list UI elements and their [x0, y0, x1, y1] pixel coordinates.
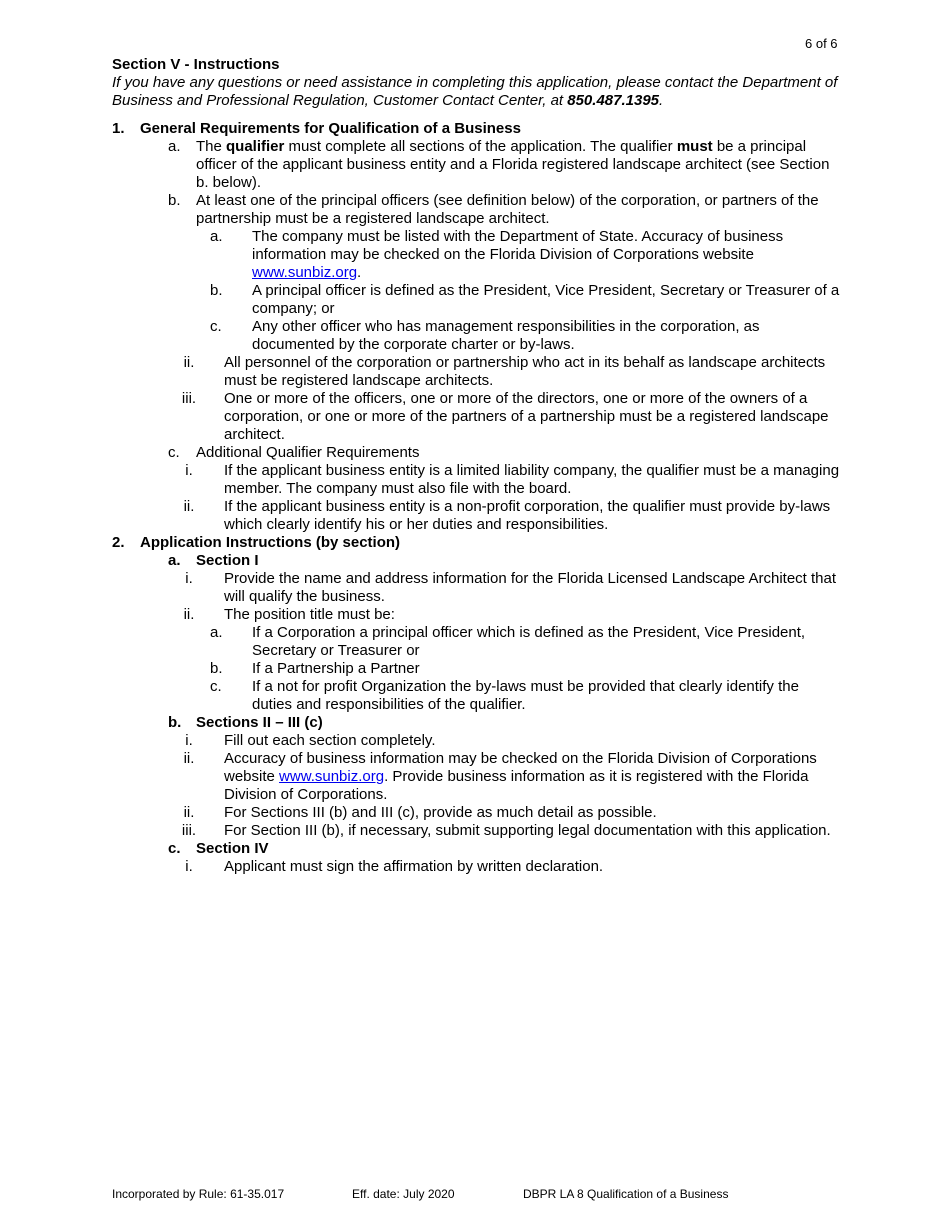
item-label: ii. — [183, 354, 195, 371]
item-text: . Provide business information as it is registered with the Florida Division of Corporations. — [224, 768, 809, 803]
item-label: a. — [168, 552, 181, 569]
item-label: ii. — [183, 804, 195, 821]
item-label: c. — [210, 678, 222, 695]
item-label: a. — [168, 138, 181, 155]
item-label: c. — [168, 840, 181, 857]
list-item — [112, 570, 842, 606]
page-number: 6 of 6 — [805, 36, 838, 51]
item-text: Accuracy of business information may be checked on the Florida Division of Corporations website — [224, 750, 817, 785]
item-label: b. — [210, 660, 223, 677]
item-label: a. — [210, 624, 223, 641]
subheading-text: Section I — [196, 552, 259, 569]
list-item — [112, 678, 842, 714]
list-item — [112, 228, 842, 282]
subheading-section-i — [112, 552, 842, 570]
section-title: Section V - Instructions — [112, 56, 280, 73]
subheading-sections-ii-iii — [112, 714, 842, 732]
list-item — [112, 318, 842, 354]
item-label: i. — [185, 570, 193, 587]
heading-text: Application Instructions (by section) — [140, 534, 401, 551]
intro-text: If you have any questions or need assistance in completing this application, please contact the Department of Business and Professional Regulation, Customer Contact Center, at — [112, 74, 838, 109]
intro-paragraph — [112, 74, 842, 110]
item-number: 1. — [112, 120, 125, 137]
list-item — [112, 606, 842, 624]
item-text: A principal officer is defined as the President, Vice President, Secretary or Treasurer of a company; or — [252, 282, 840, 317]
item-text: Applicant must sign the affirmation by written declaration. — [224, 858, 604, 875]
item-text: If a Partnership a Partner — [252, 660, 420, 677]
item-text: be a principal officer of the applicant business entity and a Florida registered landscape architect (see Section b. below). — [196, 138, 830, 191]
footer-rule: Incorporated by Rule: 61-35.017 — [112, 1187, 285, 1201]
list-item — [112, 282, 842, 318]
instructions-document — [112, 56, 842, 876]
item-text: For Sections III (b) and III (c), provide as much detail as possible. — [224, 804, 657, 821]
list-item — [112, 732, 842, 750]
subheading-text: Section IV — [196, 840, 269, 857]
item-text: One or more of the officers, one or more of the directors, one or more of the owners of a corporation, or one or more of the partners of a partnership must be a registered landscape architect. — [224, 390, 829, 443]
list-item — [112, 192, 842, 228]
item-label: i. — [185, 858, 193, 875]
subheading-section-iv — [112, 840, 842, 858]
contact-phone: 850.487.1395 — [567, 92, 660, 109]
item-text: For Section III (b), if necessary, submit supporting legal documentation with this application. — [224, 822, 831, 839]
item-text: . — [357, 264, 362, 281]
item-text: All personnel of the corporation or partnership who act in its behalf as landscape architects must be registered landscape architects. — [224, 354, 826, 389]
item-label: b. — [168, 714, 182, 731]
list-item — [112, 390, 842, 444]
item-label: ii. — [183, 606, 195, 623]
item-text: Additional Qualifier Requirements — [196, 444, 420, 461]
item-text: Provide the name and address information for the Florida Licensed Landscape Architect that will qualify the business. — [224, 570, 837, 605]
item-text: If a Corporation a principal officer which is defined as the President, Vice President, Secretary or Treasurer or — [252, 624, 806, 659]
item-label: c. — [168, 444, 180, 461]
item-label: b. — [210, 282, 223, 299]
item-label: c. — [210, 318, 222, 335]
item-emphasis: qualifier — [226, 138, 285, 155]
item-label: iii. — [181, 390, 197, 407]
item-number: 2. — [112, 534, 125, 551]
item-label: i. — [185, 462, 193, 479]
sunbiz-link[interactable]: www.sunbiz.org — [252, 264, 358, 281]
list-item — [112, 660, 842, 678]
item-emphasis: must — [676, 138, 713, 155]
item-text: Any other officer who has management responsibilities in the corporation, as documented by the corporate charter or by-laws. — [252, 318, 760, 353]
item-label: ii. — [183, 498, 195, 515]
item-label: i. — [185, 732, 193, 749]
item-label: iii. — [181, 822, 197, 839]
list-item — [112, 354, 842, 390]
heading-application-instructions — [112, 534, 842, 552]
heading-text: General Requirements for Qualification of a Business — [140, 120, 521, 137]
item-label: a. — [210, 228, 223, 245]
list-item — [112, 462, 842, 498]
list-item — [112, 750, 842, 804]
item-text: The — [196, 138, 227, 155]
list-item — [112, 138, 842, 192]
list-item — [112, 822, 842, 840]
list-item — [112, 804, 842, 822]
list-item — [112, 498, 842, 534]
item-label: ii. — [183, 750, 195, 767]
heading-general-requirements — [112, 120, 842, 138]
footer-form-name: DBPR LA 8 Qualification of a Business — [523, 1187, 729, 1201]
list-item — [112, 858, 842, 876]
sunbiz-link[interactable]: www.sunbiz.org — [279, 768, 385, 785]
item-text: must complete all sections of the application. The qualifier — [284, 138, 677, 155]
footer-eff-date: Eff. date: July 2020 — [352, 1187, 455, 1201]
item-text: The position title must be: — [224, 606, 395, 623]
list-item — [112, 444, 842, 462]
list-item — [112, 624, 842, 660]
item-text: If the applicant business entity is a limited liability company, the qualifier must be a managing member. The company must also file with the board. — [224, 462, 840, 497]
subheading-text: Sections II – III (c) — [196, 714, 323, 731]
item-text: If the applicant business entity is a non-profit corporation, the qualifier must provide by-laws which clearly identify his or her duties and responsibilities. — [224, 498, 831, 533]
item-text: Fill out each section completely. — [224, 732, 436, 749]
item-text: If a not for profit Organization the by-laws must be provided that clearly identify the duties and responsibilities of the qualifier. — [252, 678, 799, 713]
intro-end: . — [659, 92, 664, 109]
item-text: At least one of the principal officers (see definition below) of the corporation, or partners of the partnership must be a registered landscape architect. — [196, 192, 819, 227]
item-text: The company must be listed with the Department of State. Accuracy of business information may be checked on the Florida Division of Corporations website — [252, 228, 784, 263]
item-label: b. — [168, 192, 181, 209]
